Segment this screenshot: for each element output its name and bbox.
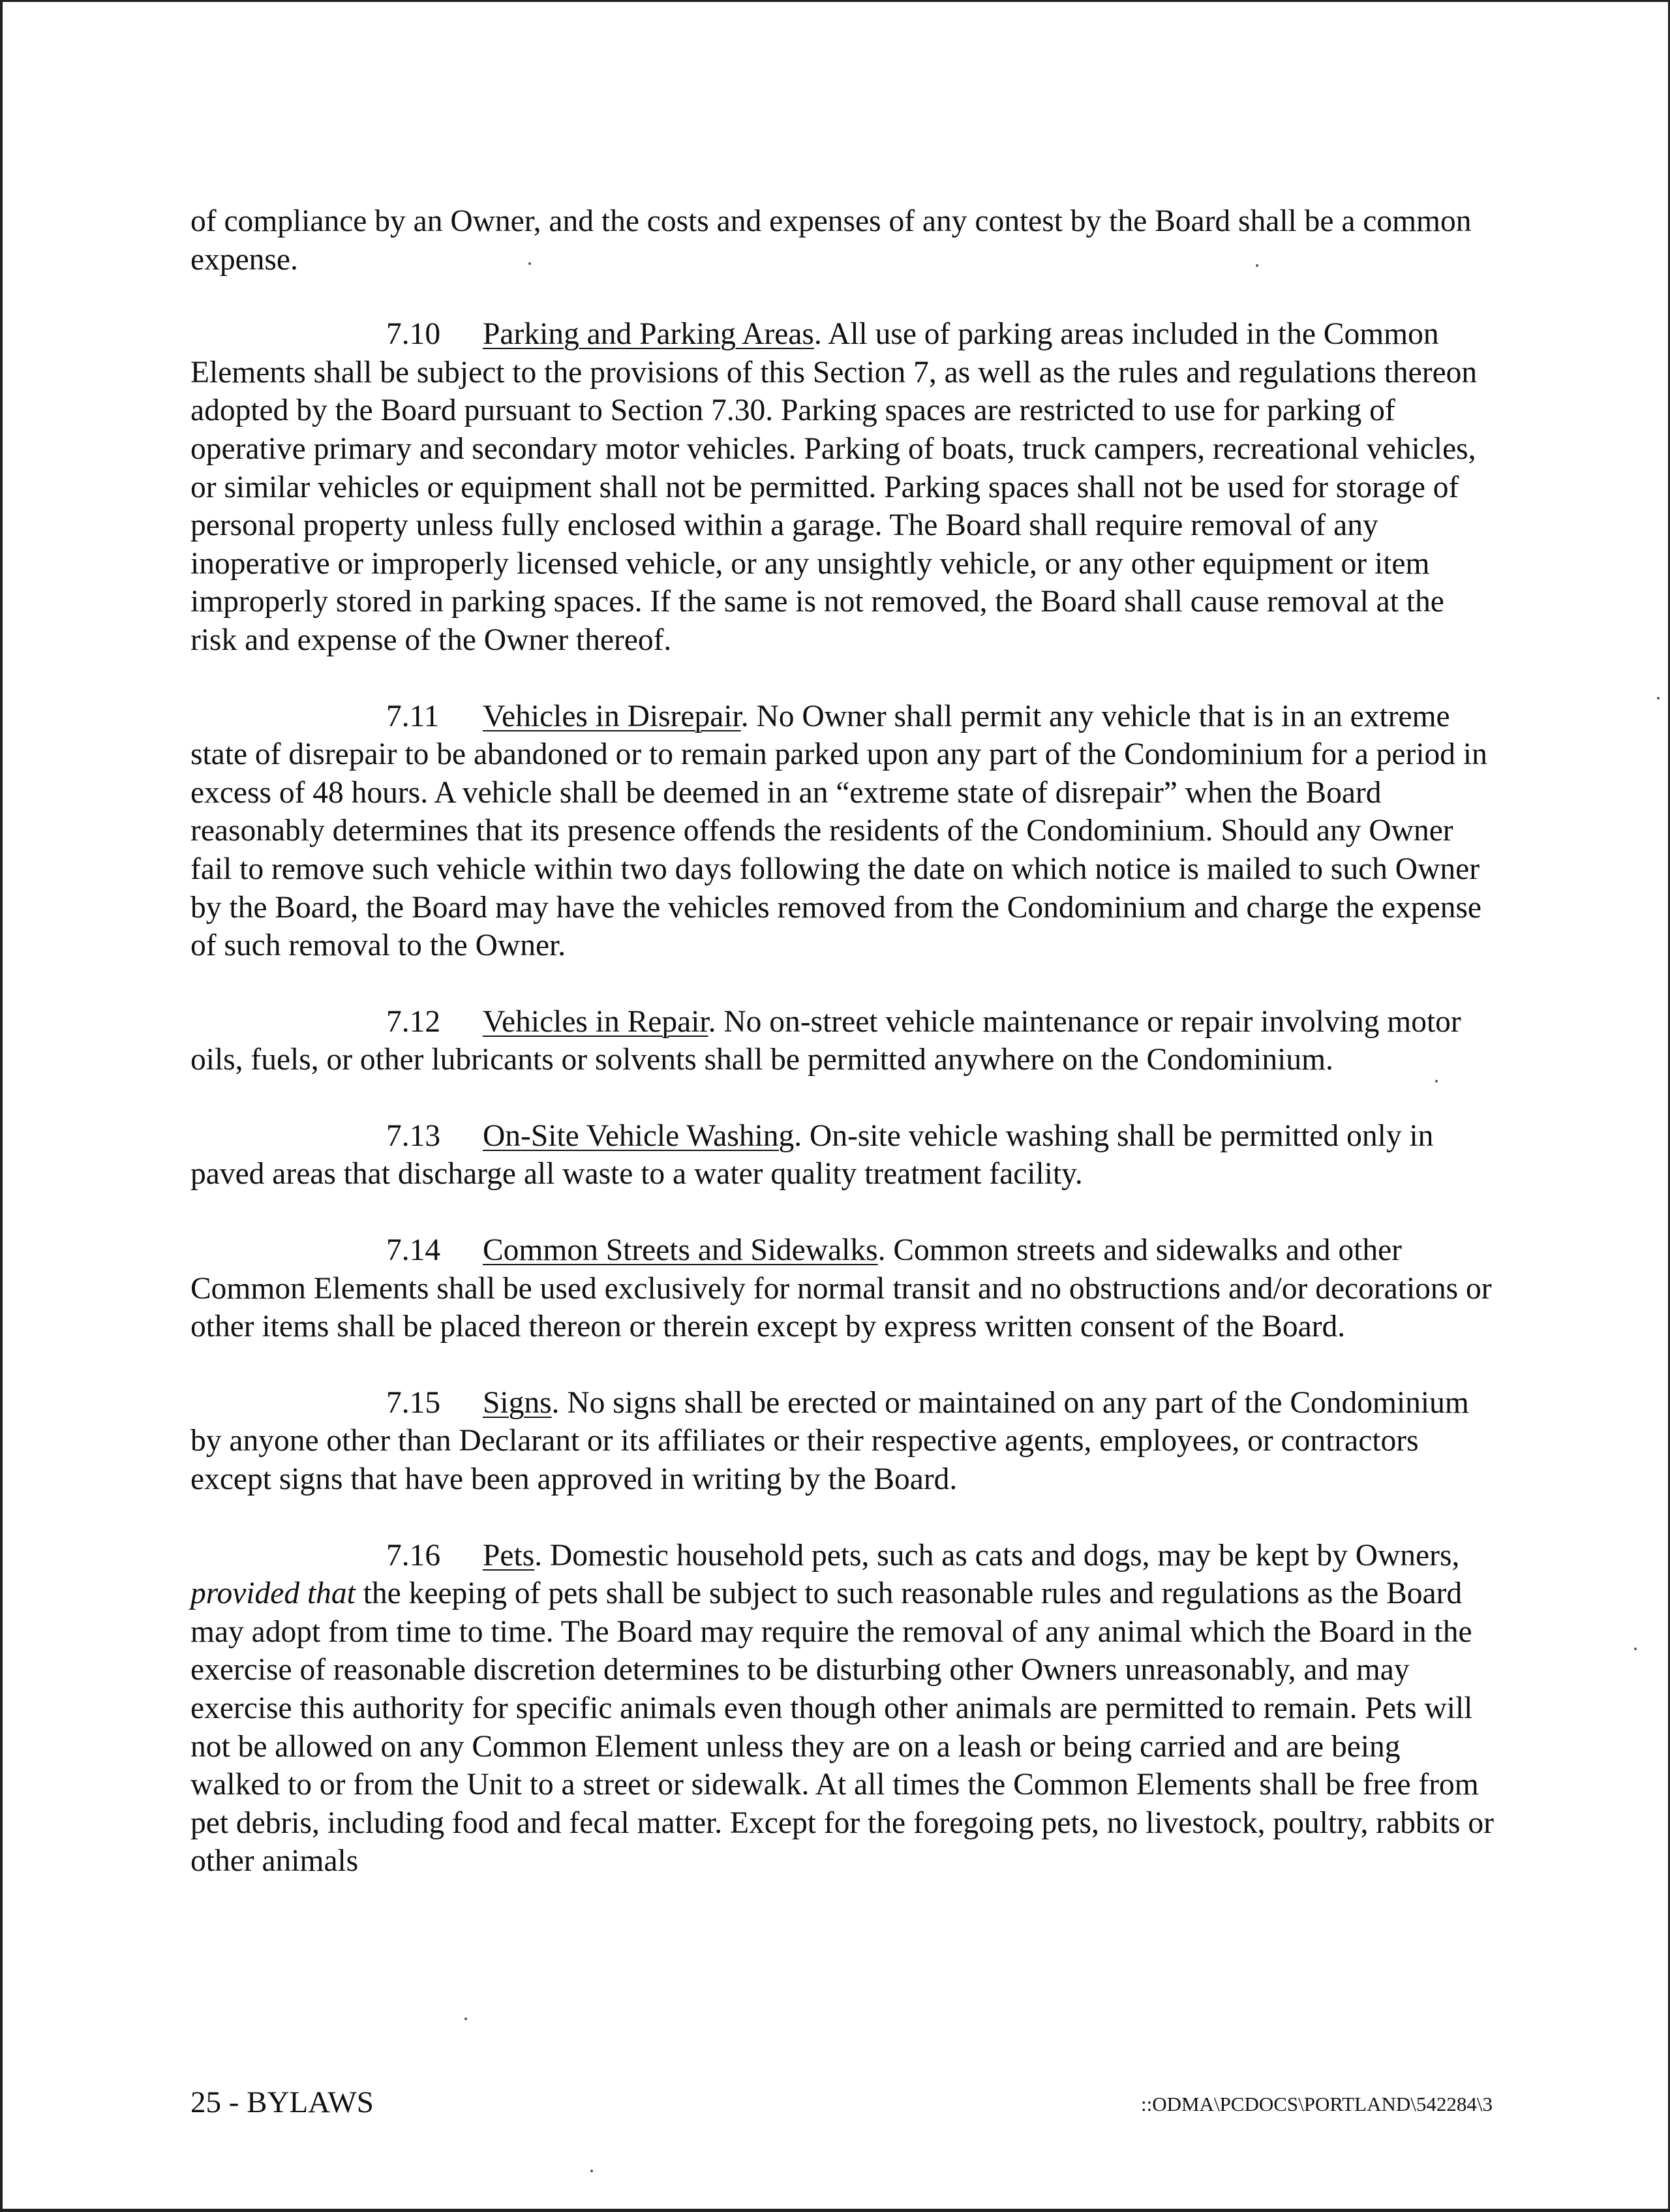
section-body: No signs shall be erected or maintained on any part of the Condominium by anyone other than Declarant or its affiliates or their respective agents, employees, or contractors except signs that have been approved in writing by the Board.: [190, 1385, 1469, 1497]
scan-speck: [528, 262, 531, 265]
section-7-11: 7.11 Vehicles in Disrepair. No Owner shall permit any vehicle that is in an extreme state of disrepair to be abandoned or to remain parked upon any part of the Condominium for a period in excess of 48 hours. A vehicle shall be deemed in an “extreme state of disrepair” when the Board reasonably determines that its presence offends the residents of the Condominium. Should any Owner fail to remove such vehicle within two days following the date on which notice is mailed to such Owner by the Board, the Board may have the vehicles removed from the Condominium and charge the expense of such removal to the Owner.: [190, 698, 1495, 965]
section-body: All use of parking areas included in the Common Elements shall be subject to the provisions of this Section 7, as well as the rules and regulations thereon adopted by the Board pursuant to Section 7.30. Parking spaces are restricted to use for parking of operative primary and secondary motor vehicles. Parking of boats, truck campers, recreational vehicles, or similar vehicles or equipment shall not be permitted. Parking spaces shall not be used for storage of personal property unless fully enclosed within a garage. The Board shall require removal of any inoperative or improperly licensed vehicle, or any unsightly vehicle, or any other equipment or item improperly stored in parking spaces. If the same is not removed, the Board shall cause removal at the risk and expense of the Owner thereof.: [190, 317, 1478, 657]
section-7-15: 7.15 Signs. No signs shall be erected or maintained on any part of the Condominium by anyone other than Declarant or its affiliates or their respective agents, employees, or contractors except signs that have been approved in writing by the Board.: [190, 1384, 1495, 1499]
section-title: Vehicles in Repair: [483, 1004, 708, 1039]
scan-speck: [464, 2018, 467, 2020]
section-title: Parking and Parking Areas: [483, 317, 814, 352]
section-body: No on-street vehicle maintenance or repair involving motor oils, fuels, or other lubricants or solvents shall be permitted anywhere on the Condominium.: [190, 1004, 1461, 1077]
section-7-16: 7.16 Pets. Domestic household pets, such as cats and dogs, may be kept by Owners, provided that the keeping of pets shall be subject to such reasonable rules and regulations as the Board may adopt from time to time. The Board may require the removal of any animal which the Board in the exercise of reasonable discretion determines to be disturbing other Owners unreasonably, and may exercise this authority for specific animals even though other animals are permitted to remain. Pets will not be allowed on any Common Element unless they are on a leash or being carried and are being walked to or from the Unit to a street or sidewalk. At all times the Common Elements shall be free from pet debris, including food and fecal matter. Except for the foregoing pets, no livestock, poultry, rabbits or other animals: [190, 1537, 1495, 1881]
section-number: 7.15: [386, 1385, 441, 1420]
section-number: 7.13: [386, 1118, 441, 1153]
opening-text: of compliance by an Owner, and the costs and expenses of any contest by the Board shall be a common expense.: [190, 204, 1472, 277]
section-7-13: 7.13 On-Site Vehicle Washing. On-site vehicle washing shall be permitted only in paved areas that discharge all waste to a water quality treatment facility.: [190, 1117, 1495, 1193]
scan-speck: [1657, 697, 1660, 699]
section-body: Domestic household pets, such as cats and dogs, may be kept by Owners,: [549, 1538, 1460, 1573]
section-title: Vehicles in Disrepair: [483, 699, 741, 733]
section-number: 7.11: [386, 699, 440, 733]
opening-paragraph: [190, 202, 1495, 279]
page-label: 25 - BYLAWS: [190, 2085, 374, 2119]
section-number: 7.12: [386, 1004, 441, 1039]
section-7-10: 7.10 Parking and Parking Areas. All use of parking areas included in the Common Elements shall be subject to the provisions of this Section 7, as well as the rules and regulations thereon adopted by the Board pursuant to Section 7.30. Parking spaces are restricted to use for parking of operative primary and secondary motor vehicles. Parking of boats, truck campers, recreational vehicles, or similar vehicles or equipment shall not be permitted. Parking spaces shall not be used for storage of personal property unless fully enclosed within a garage. The Board shall require removal of any inoperative or improperly licensed vehicle, or any unsightly vehicle, or any other equipment or item improperly stored in parking spaces. If the same is not removed, the Board shall cause removal at the risk and expense of the Owner thereof.: [190, 315, 1495, 659]
section-body-continued: the keeping of pets shall be subject to such reasonable rules and regulations as the Board may adopt from time to time. The Board may require the removal of any animal which the Board in the exercise of reasonable discretion determines to be disturbing other Owners unreasonably, and may exercise this authority for specific animals even though other animals are permitted to remain. Pets will not be allowed on any Common Element unless they are on a leash or being carried and are being walked to or from the Unit to a street or sidewalk. At all times the Common Elements shall be free from pet debris, including food and fecal matter. Except for the foregoing pets, no livestock, poultry, rabbits or other animals: [190, 1576, 1494, 1879]
section-title: Common Streets and Sidewalks: [483, 1233, 878, 1268]
document-path: ::ODMA\PCDOCS\PORTLAND\542284\3: [1141, 2093, 1493, 2115]
scan-speck: [590, 2170, 593, 2172]
scan-speck: [1435, 1080, 1438, 1083]
section-7-12: 7.12 Vehicles in Repair. No on-street vehicle maintenance or repair involving motor oils, fuels, or other lubricants or solvents shall be permitted anywhere on the Condominium.: [190, 1003, 1495, 1079]
section-title: Pets: [483, 1538, 535, 1573]
document-body: [190, 202, 1495, 1918]
section-number: 7.10: [386, 317, 441, 352]
section-title: On-Site Vehicle Washing: [483, 1118, 795, 1153]
section-body-italic: provided that: [190, 1576, 356, 1611]
section-7-14: 7.14 Common Streets and Sidewalks. Common streets and sidewalks and other Common Elements shall be used exclusively for normal transit and no obstructions and/or decorations or other items shall be placed thereon or therein except by express written consent of the Board.: [190, 1231, 1495, 1346]
section-title: Signs: [483, 1385, 552, 1420]
section-number: 7.16: [386, 1538, 441, 1573]
section-body: No Owner shall permit any vehicle that is in an extreme state of disrepair to be abandoned or to remain parked upon any part of the Condominium for a period in excess of 48 hours. A vehicle shall be deemed in an “extreme state of disrepair” when the Board reasonably determines that its presence offends the residents of the Condominium. Should any Owner fail to remove such vehicle within two days following the date on which notice is mailed to such Owner by the Board, the Board may have the vehicles removed from the Condominium and charge the expense of such removal to the Owner.: [190, 699, 1487, 963]
section-body: On-site vehicle washing shall be permitted only in paved areas that discharge all waste to a water quality treatment facility.: [190, 1118, 1434, 1191]
section-number: 7.14: [386, 1233, 441, 1268]
scan-speck: [1256, 264, 1258, 267]
scan-speck: [1634, 1648, 1637, 1650]
page-footer: [190, 2085, 1493, 2124]
section-body: Common streets and sidewalks and other Common Elements shall be used exclusively for normal transit and no obstructions and/or decorations or other items shall be placed thereon or therein except by express written consent of the Board.: [190, 1233, 1492, 1344]
